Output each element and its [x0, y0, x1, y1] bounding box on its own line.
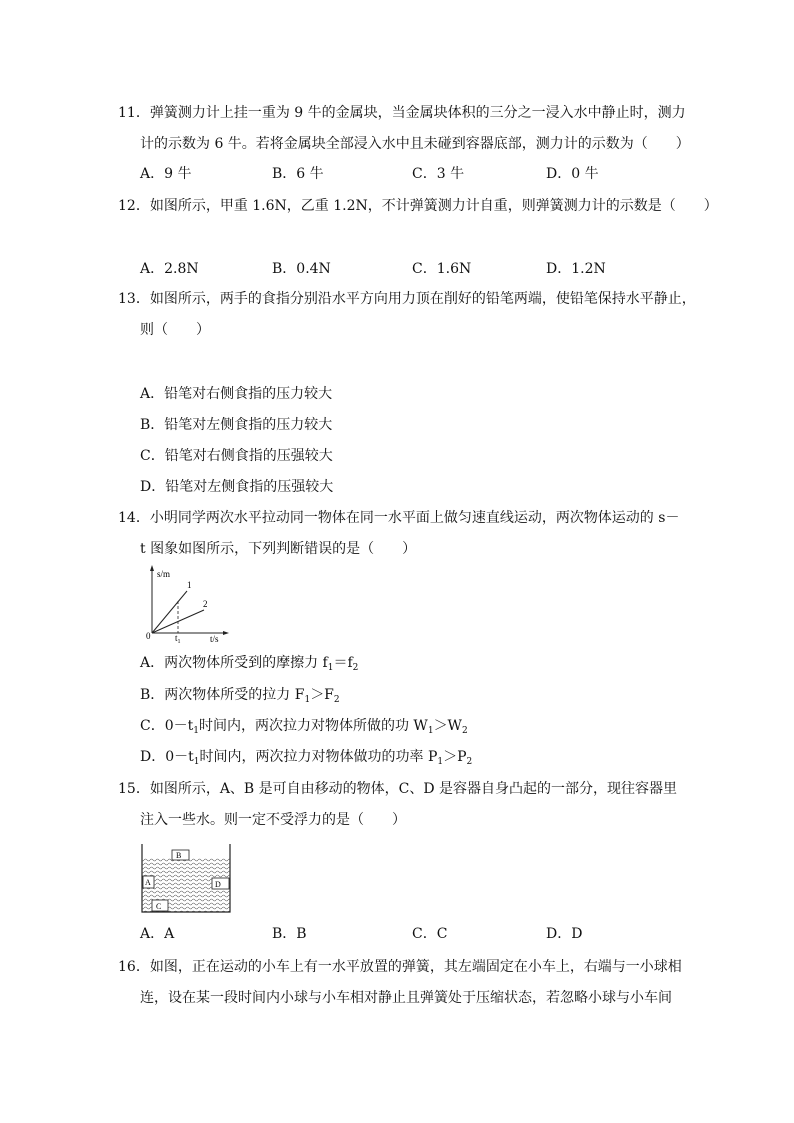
q12-option-a: A．2.8N [140, 261, 199, 277]
block-d-label: D [215, 880, 221, 889]
q14-c-sub3: 2 [461, 726, 468, 736]
q14-text-line2: t 图象如图所示，下列判断错误的是（ ） [140, 541, 417, 557]
q15-text-line1: 15．如图所示，A、B 是可自由移动的物体，C、D 是容器自身凸起的一部分，现往容器里 [118, 781, 678, 797]
q14-d-mid2: ＞P [443, 749, 467, 765]
y-axis-arrow-icon [150, 565, 154, 571]
q11-option-d: D．0 牛 [546, 166, 599, 182]
graph-x-label: t/s [210, 634, 219, 643]
q14-d-pre: D．0－t [140, 749, 194, 765]
q11-option-c: C．3 牛 [412, 166, 465, 182]
graph-y-label: s/m [157, 569, 171, 579]
q13-option-b: B．铅笔对左侧食指的压力较大 [140, 417, 333, 433]
q15-option-d: D．D [546, 926, 583, 942]
q13-option-d: D．铅笔对左侧食指的压强较大 [140, 479, 334, 495]
q14-c-mid2: ＞W [433, 718, 462, 734]
graph-line-2-label: 2 [203, 599, 208, 609]
q13-text-line2: 则（ ） [140, 322, 210, 338]
q14-d-sub1: 1 [193, 757, 200, 767]
q14-a-pre: A．两次物体所受到的摩擦力 f [140, 655, 328, 671]
q16-text-line2: 连，设在某一段时间内小球与小车相对静止且弹簧处于压缩状态，若忽略小球与小车间 [140, 990, 672, 1006]
q14-c-sub2: 1 [427, 726, 434, 736]
q12-text-line1: 12．如图所示，甲重 1.6N，乙重 1.2N，不计弹簧测力计自重，则弹簧测力计的示数是（ ） [118, 198, 718, 214]
q12-option-b: B．0.4N [272, 261, 331, 277]
q14-option-c [140, 716, 468, 741]
q14-a-sub2: 2 [352, 663, 359, 673]
q14-a-sub1: 1 [327, 663, 334, 673]
q13-option-c: C．铅笔对右侧食指的压强较大 [140, 448, 333, 464]
q14-text-line1: 14．小明同学两次水平拉动同一物体在同一水平面上做匀速直线运动，两次物体运动的 s－ [118, 510, 680, 526]
q14-d-mid: 时间内，两次拉力对物体做功的功率 P [199, 749, 438, 765]
q12-option-c: C．1.6N [412, 261, 472, 277]
x-axis-arrow-icon [223, 631, 229, 635]
q14-b-mid: ＞F [310, 687, 334, 703]
q14-option-d [140, 747, 472, 772]
block-a-label: A [145, 878, 151, 887]
q14-option-b [140, 685, 340, 710]
q16-text-line1: 16．如图，正在运动的小车上有一水平放置的弹簧，其左端固定在小车上，右端与一小球相 [118, 959, 682, 975]
q14-b-sub2: 2 [333, 695, 340, 705]
q14-option-a [140, 653, 358, 678]
q14-b-pre: B．两次物体所受的拉力 F [140, 687, 305, 703]
q15-option-b: B．B [272, 926, 307, 942]
container-figure [138, 842, 236, 916]
q11-option-b: B．6 牛 [272, 166, 324, 182]
q15-option-c: C．C [412, 926, 448, 942]
q14-d-sub2: 1 [437, 757, 444, 767]
q13-text-line1: 13．如图所示，两手的食指分别沿水平方向用力顶在削好的铅笔两端，使铅笔保持水平静止， [118, 291, 696, 307]
block-b-label: B [176, 851, 182, 860]
st-graph [140, 563, 232, 643]
q14-b-sub1: 1 [304, 695, 311, 705]
q11-text-line2: 计的示数为 6 牛。若将金属块全部浸入水中且未碰到容器底部，测力计的示数为（ ） [140, 136, 690, 152]
graph-line-1-label: 1 [187, 580, 192, 590]
q14-c-mid: 时间内，两次拉力对物体所做的功 W [198, 718, 428, 734]
graph-t1-base: t [175, 633, 178, 643]
q11-text-line1: 11．弹簧测力计上挂一重为 9 牛的金属块，当金属块体积的三分之一浸入水中静止时，测力 [118, 105, 686, 121]
q12-option-d: D．1.2N [546, 261, 606, 277]
q14-c-pre: C．0－t [140, 718, 194, 734]
q13-option-a: A．铅笔对右侧食指的压力较大 [140, 386, 333, 402]
graph-origin-label: 0 [146, 631, 151, 641]
graph-line-1 [152, 591, 187, 633]
q14-d-sub3: 2 [466, 757, 473, 767]
q14-a-mid: ＝f [333, 655, 353, 671]
q15-option-a: A．A [140, 926, 175, 942]
graph-t1-sub: 1 [177, 639, 181, 643]
q15-text-line2: 注入一些水。则一定不受浮力的是（ ） [140, 812, 406, 828]
q11-option-a: A．9 牛 [140, 166, 192, 182]
q14-c-sub1: 1 [193, 726, 199, 736]
graph-t1-label [175, 633, 181, 643]
block-c-label: C [156, 902, 162, 911]
